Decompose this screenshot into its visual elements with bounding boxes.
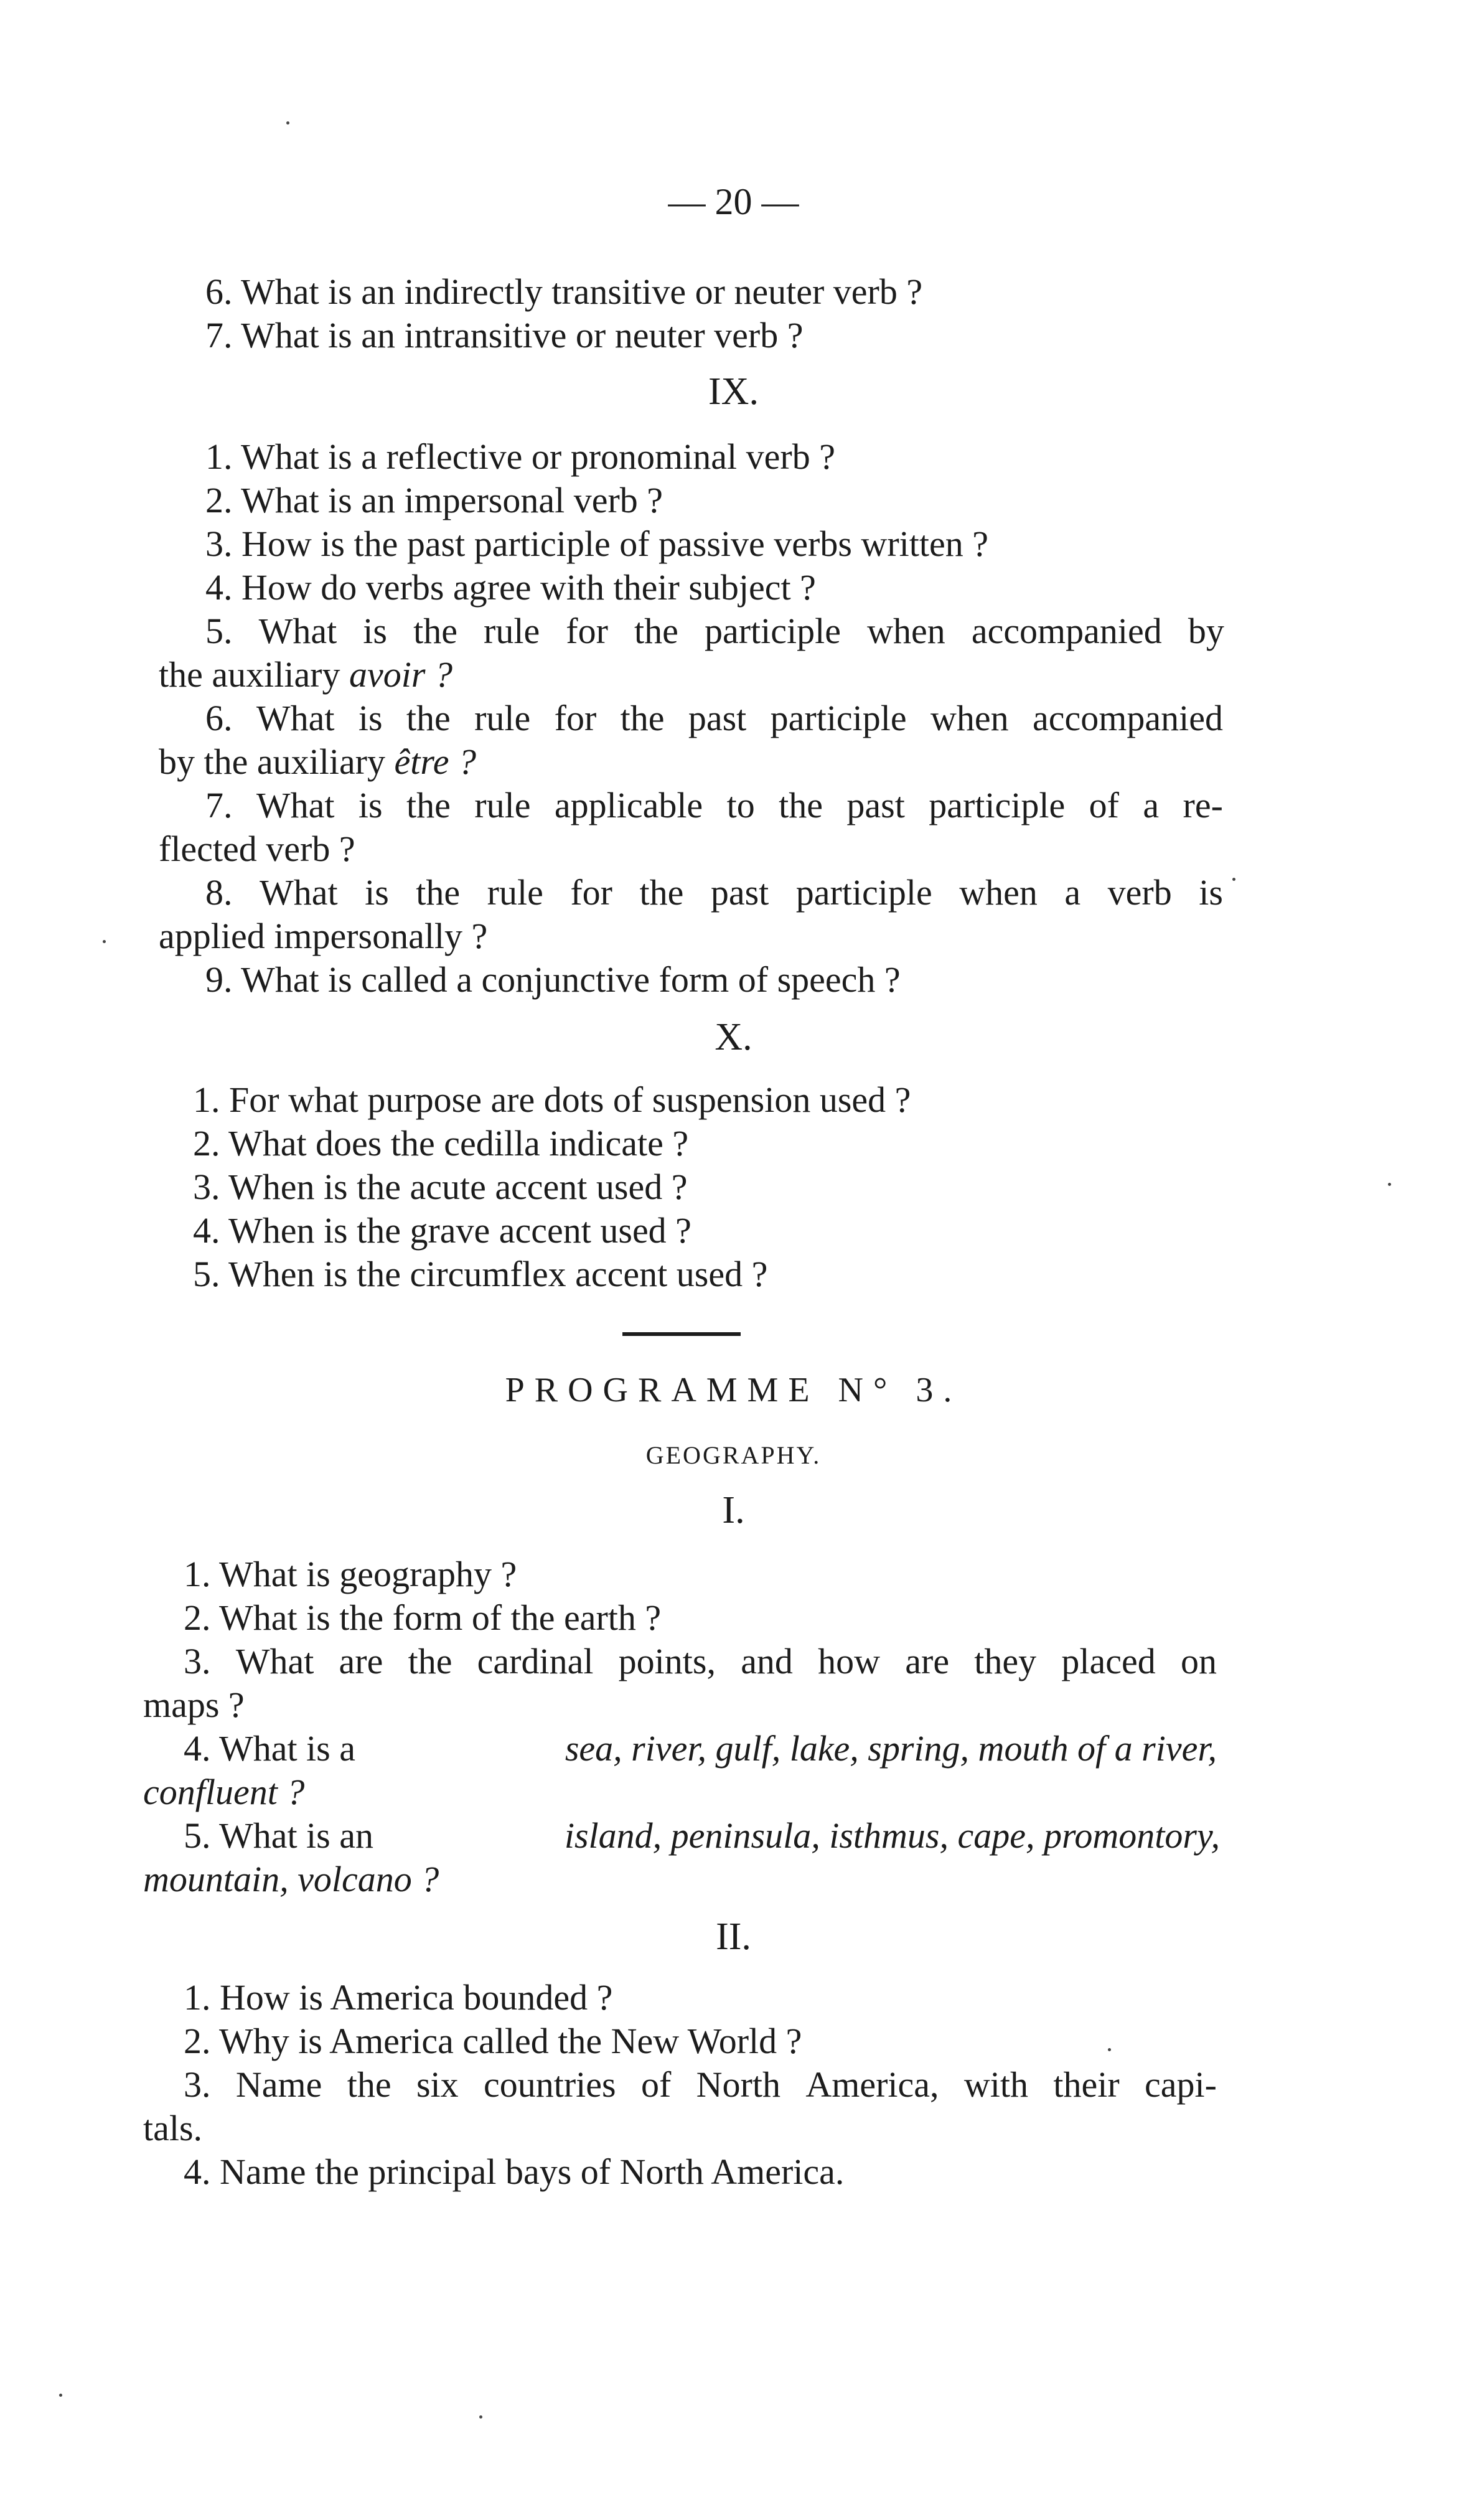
print-speck bbox=[103, 940, 106, 943]
word: they bbox=[974, 1641, 1037, 1681]
word: past bbox=[710, 872, 769, 913]
word: with bbox=[963, 2064, 1028, 2105]
italic-terms: sea, river, gulf, lake, spring, mouth of a river, bbox=[565, 1728, 1217, 1769]
question-continuation bbox=[159, 741, 477, 782]
word: the bbox=[413, 611, 457, 651]
continuation-text: by the auxiliary bbox=[159, 741, 395, 782]
word: are bbox=[905, 1641, 950, 1681]
word: rule bbox=[484, 611, 540, 651]
word: 5. bbox=[205, 611, 233, 651]
print-speck bbox=[1388, 1183, 1391, 1186]
word: countries bbox=[483, 2064, 616, 2105]
word: rule bbox=[474, 785, 531, 825]
question-line: 1. What is a reflective or pronominal verb ? bbox=[205, 436, 835, 477]
question-lead: 4. What is a bbox=[184, 1728, 355, 1769]
justified-question-line bbox=[205, 613, 1224, 649]
question-line: 4. Name the principal bays of North America. bbox=[184, 2151, 845, 2192]
word: 7. bbox=[205, 785, 233, 825]
word: What bbox=[260, 872, 338, 913]
italic-term: confluent ? bbox=[143, 1772, 305, 1812]
justified-question-line bbox=[184, 2064, 1217, 2105]
word: applicable bbox=[554, 785, 703, 825]
word: and bbox=[741, 1641, 793, 1681]
question-line: 1. How is America bounded ? bbox=[184, 1977, 613, 2018]
programme-title: PROGRAMME N° 3. bbox=[505, 1371, 962, 1409]
question-line: 2. What does the cedilla indicate ? bbox=[193, 1123, 689, 1164]
word: is bbox=[358, 698, 383, 738]
question-line: 2. What is an impersonal verb ? bbox=[205, 480, 663, 520]
justified-question-line bbox=[184, 1643, 1217, 1680]
question-line: 2. What is the form of the earth ? bbox=[184, 1597, 662, 1638]
question-line: 5. When is the circumflex accent used ? bbox=[193, 1254, 768, 1294]
word: by bbox=[1188, 611, 1224, 651]
word: a bbox=[1143, 785, 1160, 825]
word: Name bbox=[235, 2064, 322, 2105]
question-line bbox=[184, 1815, 1220, 1856]
question-continuation: applied impersonally ? bbox=[159, 916, 488, 956]
italic-term: mountain, volcano ? bbox=[143, 1859, 439, 1899]
word: the bbox=[416, 872, 461, 913]
word: placed bbox=[1061, 1641, 1156, 1681]
continuation-text: the auxiliary bbox=[159, 654, 350, 695]
word: the bbox=[406, 785, 451, 825]
word: is bbox=[1199, 872, 1223, 913]
section-heading-ix: IX. bbox=[708, 370, 759, 413]
programme-subtitle: GEOGRAPHY. bbox=[645, 1441, 822, 1469]
question-line: 1. For what purpose are dots of suspension used ? bbox=[193, 1079, 911, 1120]
word: are bbox=[339, 1641, 383, 1681]
word: to bbox=[726, 785, 755, 825]
print-speck bbox=[479, 2415, 482, 2419]
print-speck bbox=[1108, 2048, 1111, 2051]
word: for bbox=[566, 611, 608, 651]
word: points, bbox=[618, 1641, 716, 1681]
word: 8. bbox=[205, 872, 233, 913]
question-lead: 5. What is an bbox=[184, 1815, 373, 1856]
word: verb bbox=[1107, 872, 1172, 913]
word: cardinal bbox=[477, 1641, 594, 1681]
print-speck bbox=[286, 121, 289, 125]
word: What bbox=[258, 611, 337, 651]
justified-question-line bbox=[205, 700, 1223, 736]
word: 3. bbox=[184, 2064, 211, 2105]
word: participle bbox=[929, 785, 1066, 825]
question-continuation: tals. bbox=[143, 2108, 203, 2148]
question-line bbox=[184, 1728, 1217, 1769]
word: participle bbox=[704, 611, 841, 651]
word: for bbox=[570, 872, 612, 913]
question-line: 4. How do verbs agree with their subject ? bbox=[205, 567, 816, 608]
word: the bbox=[408, 1641, 452, 1681]
question-line: 3. How is the past participle of passive verbs written ? bbox=[205, 524, 988, 564]
word: when bbox=[867, 611, 945, 651]
word: their bbox=[1053, 2064, 1120, 2105]
question-continuation: flected verb ? bbox=[159, 829, 355, 869]
word: of bbox=[640, 2064, 672, 2105]
word: the bbox=[347, 2064, 391, 2105]
word: America, bbox=[805, 2064, 939, 2105]
word: the bbox=[639, 872, 684, 913]
word: when bbox=[930, 698, 1009, 738]
word: 3. bbox=[184, 1641, 211, 1681]
word: on bbox=[1180, 1641, 1217, 1681]
word: participle bbox=[795, 872, 932, 913]
word: rule bbox=[474, 698, 531, 738]
word: the bbox=[634, 611, 678, 651]
print-speck bbox=[59, 2394, 62, 2397]
word: a bbox=[1064, 872, 1081, 913]
question-line: 1. What is geography ? bbox=[184, 1554, 517, 1594]
word: past bbox=[846, 785, 905, 825]
word: is bbox=[365, 872, 389, 913]
question-line: 2. Why is America called the New World ? bbox=[184, 2021, 802, 2061]
italic-term: avoir ? bbox=[349, 654, 452, 695]
word: is bbox=[358, 785, 383, 825]
word: 6. bbox=[205, 698, 233, 738]
word: for bbox=[554, 698, 597, 738]
word: North bbox=[696, 2064, 780, 2105]
justified-question-line bbox=[205, 785, 1223, 825]
justified-question-line bbox=[205, 872, 1223, 913]
question-line: 4. When is the grave accent used ? bbox=[193, 1210, 691, 1251]
section-divider bbox=[622, 1332, 741, 1336]
word: What bbox=[235, 1641, 314, 1681]
word: six bbox=[416, 2064, 459, 2105]
print-speck bbox=[1232, 878, 1235, 881]
word: is bbox=[363, 611, 387, 651]
word: participle bbox=[770, 698, 907, 738]
italic-term: être ? bbox=[394, 741, 477, 782]
question-continuation bbox=[143, 1774, 304, 1810]
word: rule bbox=[487, 872, 543, 913]
word: re- bbox=[1183, 785, 1223, 825]
word: the bbox=[779, 785, 823, 825]
word: when bbox=[959, 872, 1038, 913]
section-heading-i: I. bbox=[722, 1489, 745, 1531]
word: accompanied bbox=[1033, 698, 1223, 738]
word: capi- bbox=[1145, 2064, 1217, 2105]
question-line: 9. What is called a conjunctive form of speech ? bbox=[205, 959, 901, 1000]
question-continuation bbox=[143, 1861, 439, 1897]
question-continuation bbox=[159, 654, 452, 695]
word: of bbox=[1089, 785, 1119, 825]
word: accompanied bbox=[971, 611, 1162, 651]
section-heading-ii: II. bbox=[716, 1916, 751, 1958]
word: how bbox=[818, 1641, 881, 1681]
word: past bbox=[688, 698, 747, 738]
question-continuation: maps ? bbox=[143, 1685, 245, 1725]
page-number: — 20 — bbox=[668, 181, 799, 222]
word: the bbox=[406, 698, 451, 738]
question-line: 3. When is the acute accent used ? bbox=[193, 1167, 688, 1207]
word: What bbox=[256, 785, 335, 825]
word: What bbox=[256, 698, 335, 738]
word: the bbox=[620, 698, 665, 738]
section-heading-x: X. bbox=[715, 1016, 752, 1058]
question-line: 6. What is an indirectly transitive or neuter verb ? bbox=[205, 271, 923, 312]
italic-terms: island, peninsula, isthmus, cape, promontory, bbox=[564, 1815, 1220, 1856]
question-line: 7. What is an intransitive or neuter verb ? bbox=[205, 315, 804, 355]
